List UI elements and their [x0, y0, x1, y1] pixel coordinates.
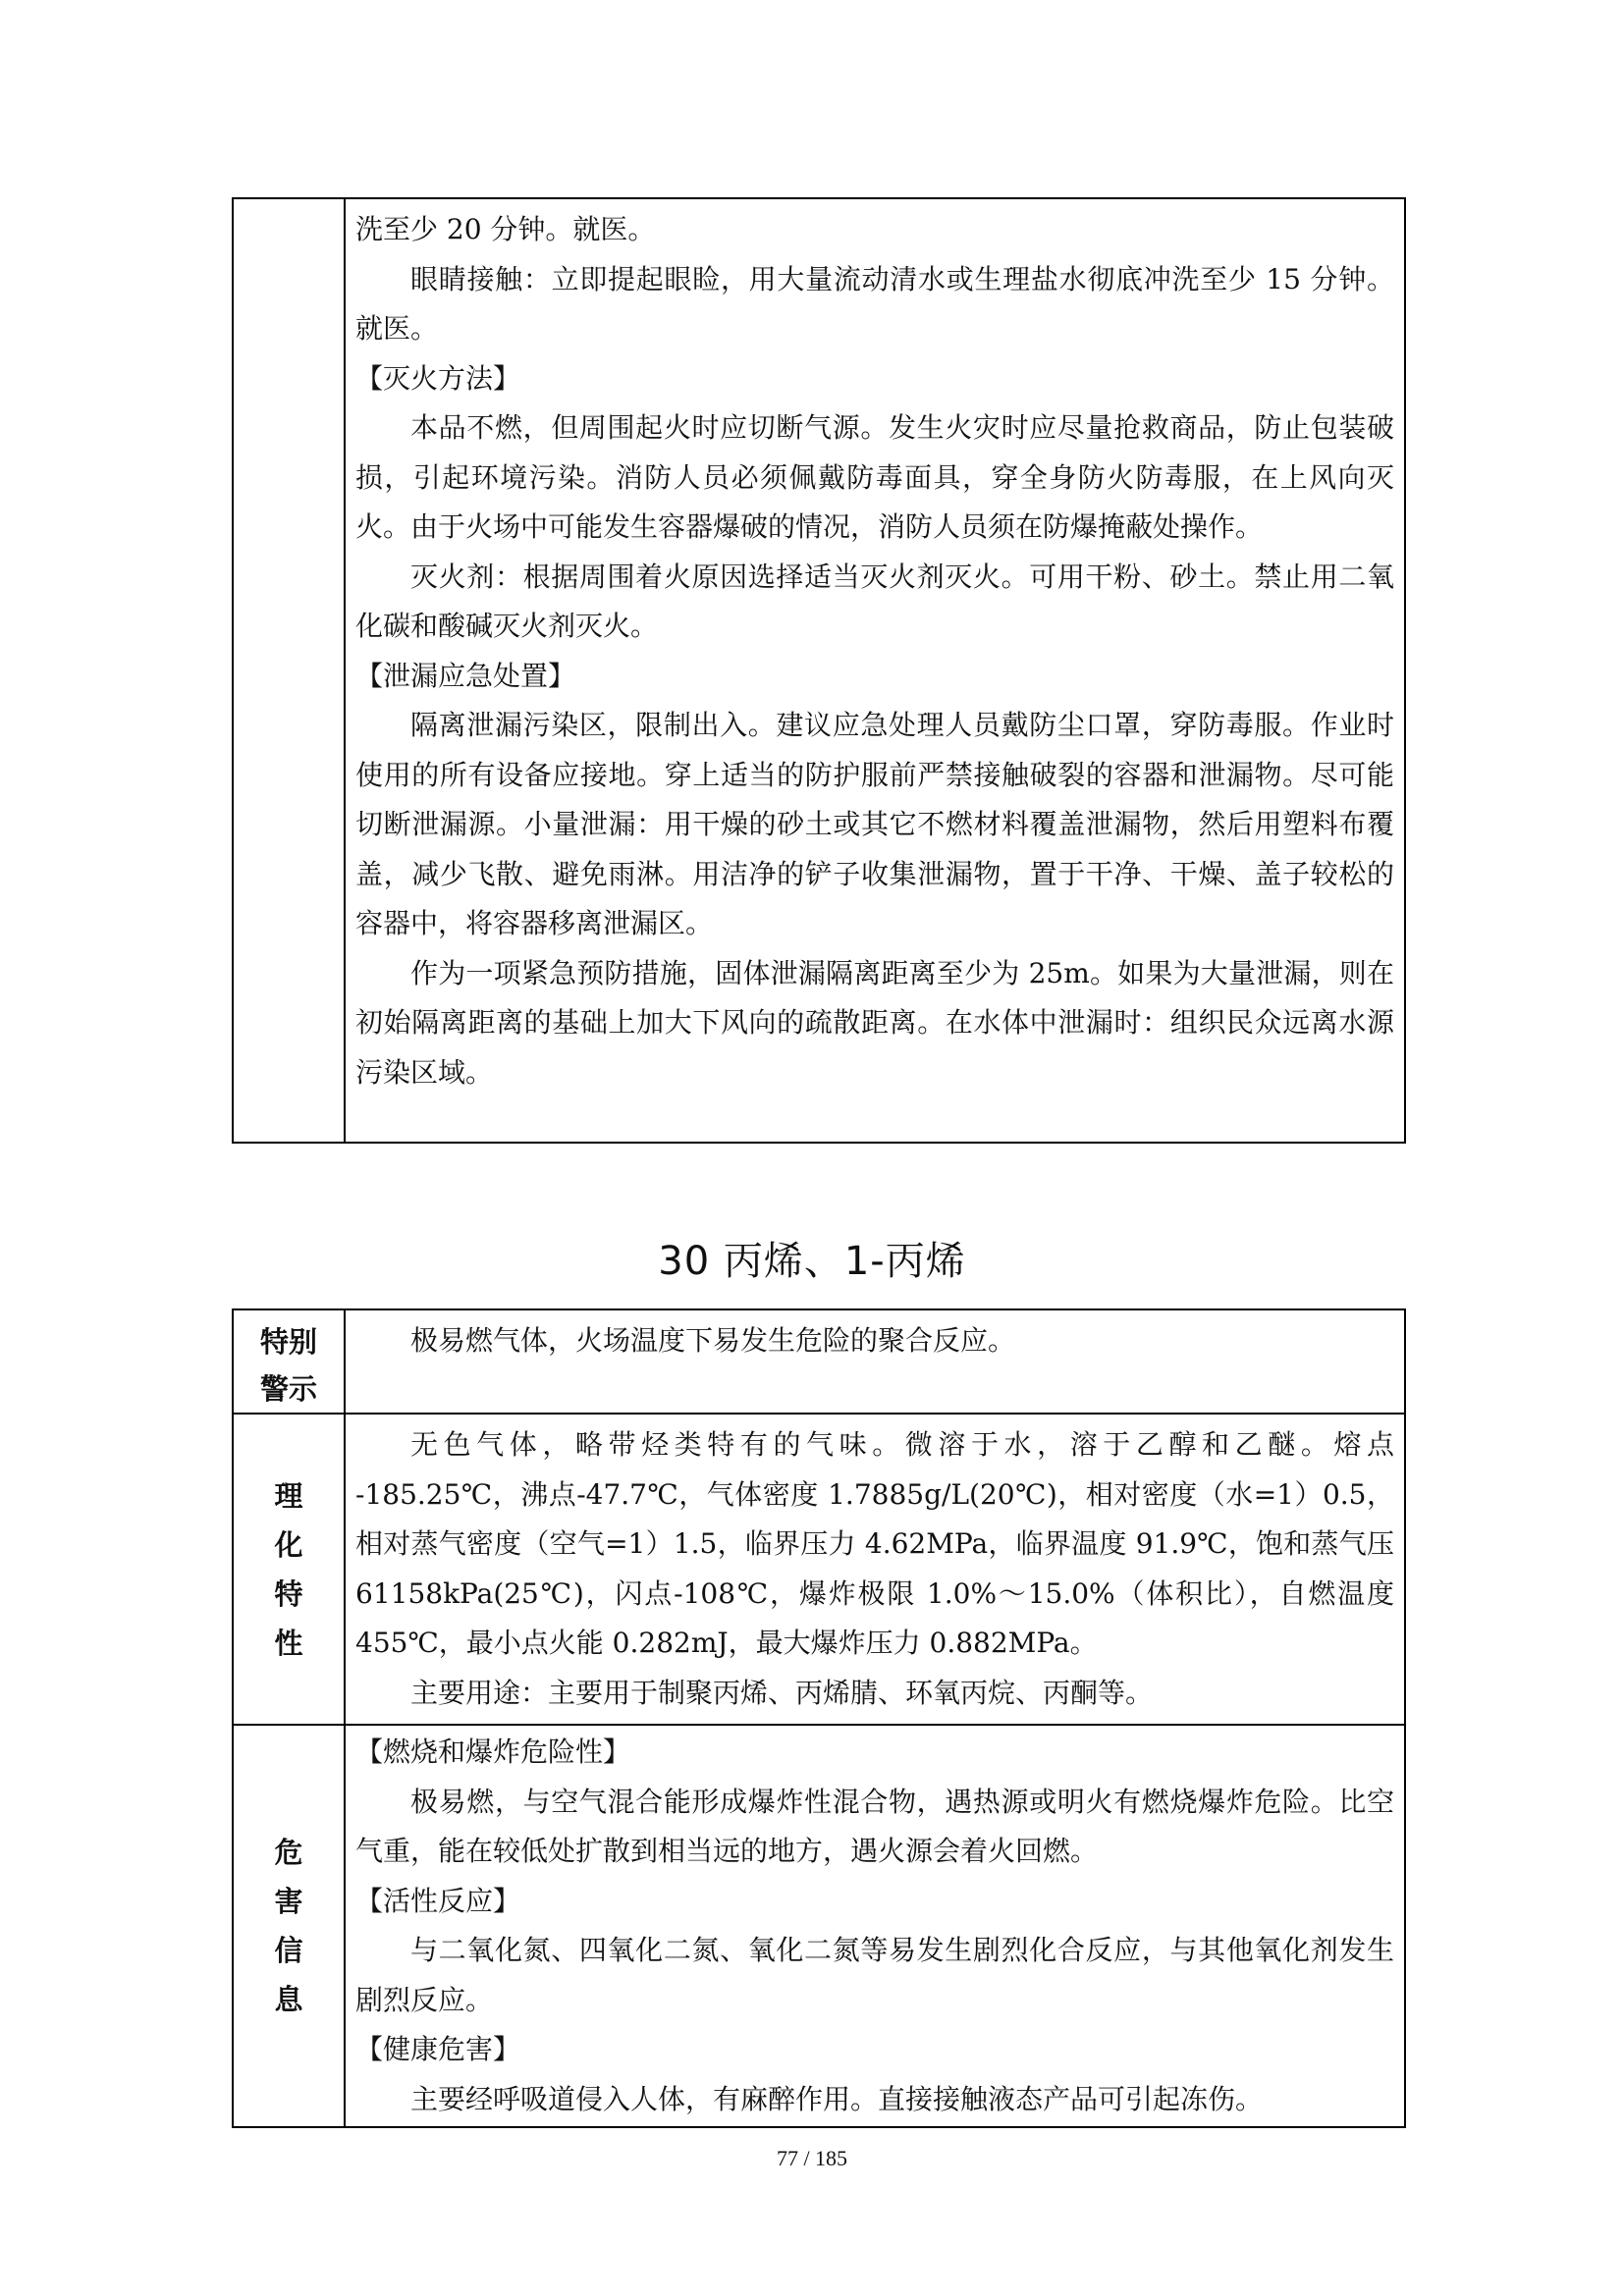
- continued-content-cell: [345, 198, 1405, 1143]
- para-wash-tail: 洗至少 20 分钟。就医。: [355, 213, 656, 245]
- content-special-warning: [345, 1309, 1405, 1414]
- content-properties: [345, 1414, 1405, 1725]
- heading-spill-response: 【泄漏应急处置】: [355, 659, 576, 692]
- heading-combustion-hazard: 【燃烧和爆炸危险性】: [355, 1735, 631, 1768]
- content-hazard: [345, 1725, 1405, 2127]
- text-reactivity: 与二氧化氮、四氧化二氮、氧化二氮等易发生剧烈化合反应，与其他氧化剂发生剧烈反应。: [355, 1934, 1394, 2016]
- label-special-warning-line1: 特别: [259, 1325, 317, 1359]
- continued-table: [232, 197, 1406, 1144]
- heading-reactivity: 【活性反应】: [355, 1884, 521, 1917]
- para-spill-response: 隔离泄漏污染区，限制出入。建议应急处理人员戴防尘口罩，穿防毒服。作业时使用的所有设备应接地。穿上适当的防护服前严禁接触破裂的容器和泄漏物。尽可能切断泄漏源。小量泄漏：用干燥的砂土或其它不燃材料覆盖泄漏物，然后用塑料布覆盖，减少飞散、避免雨淋。用洁净的铲子收集泄漏物，置于干净、干燥、盖子较松的容器中，将容器移离泄漏区。: [355, 709, 1394, 939]
- text-combustion-hazard: 极易燃，与空气混合能形成爆炸性混合物，遇热源或明火有燃烧爆炸危险。比空气重，能在较低处扩散到相当远的地方，遇火源会着火回燃。: [355, 1785, 1394, 1867]
- para-fire-fighting: 本品不燃，但周围起火时应切断气源。发生火灾时应尽量抢救商品，防止包装破损，引起环境污染。消防人员必须佩戴防毒面具，穿全身防火防毒服，在上风向灭火。由于火场中可能发生容器爆破的情况，消防人员须在防爆掩蔽处操作。: [355, 411, 1394, 543]
- row-hazard: [233, 1725, 1405, 2127]
- section-title: 30 丙烯、1-丙烯: [658, 1239, 966, 1284]
- label-special-warning: [233, 1309, 345, 1414]
- label-special-warning-line2: 警示: [259, 1372, 317, 1406]
- text-health-hazard: 主要经呼吸道侵入人体，有麻醉作用。直接接触液态产品可引起冻伤。: [410, 2082, 1264, 2115]
- heading-health-hazard: 【健康危害】: [355, 2033, 521, 2065]
- label-properties: [233, 1414, 345, 1725]
- text-main-uses: 主要用途：主要用于制聚丙烯、丙烯腈、环氧丙烷、丙酮等。: [410, 1676, 1154, 1709]
- continued-label-cell: [233, 198, 345, 1143]
- label-properties-char-1: 理: [274, 1478, 303, 1513]
- label-properties-char-2: 化: [274, 1527, 303, 1562]
- para-extinguishing-agent: 灭火剂：根据周围着火原因选择适当灭火剂灭火。可用干粉、砂土。禁止用二氧化碳和酸碱灭火剂灭火。: [355, 560, 1394, 642]
- label-properties-char-3: 特: [274, 1576, 303, 1611]
- label-hazard-char-3: 信: [274, 1934, 303, 1967]
- label-hazard-char-1: 危: [274, 1836, 303, 1869]
- label-hazard: [233, 1725, 345, 2127]
- heading-fire-fighting: 【灭火方法】: [355, 361, 521, 395]
- label-properties-char-4: 性: [274, 1626, 303, 1660]
- row-special-warning: [233, 1309, 1405, 1414]
- para-isolation-distance: 作为一项紧急预防措施，固体泄漏隔离距离至少为 25m。如果为大量泄漏，则在初始隔离距离的基础上加大下风向的疏散距离。在水体中泄漏时：组织民众远离水源污染区域。: [355, 956, 1394, 1089]
- row-properties: [233, 1414, 1405, 1725]
- page-number: 77 / 185: [776, 2146, 848, 2170]
- label-hazard-char-2: 害: [274, 1885, 303, 1918]
- para-eye-contact: 眼睛接触：立即提起眼睑，用大量流动清水或生理盐水彻底冲洗至少 15 分钟。就医。: [355, 262, 1394, 345]
- label-hazard-char-4: 息: [274, 1983, 303, 2016]
- text-special-warning: 极易燃气体，火场温度下易发生危险的聚合反应。: [410, 1324, 1016, 1357]
- continued-content: [346, 199, 1404, 1103]
- continued-row: [233, 198, 1405, 1143]
- substance-table: [232, 1308, 1406, 2128]
- text-physical-properties: 无色气体，略带烃类特有的气味。微溶于水，溶于乙醇和乙醚。熔点 -185.25℃，沸点-47.7℃，气体密度 1.7885g/L(20℃)，相对密度（水=1）0.5，相对蒸气密度（空气=1）1.5，临界压力 4.62MPa，临界温度 91.9℃，饱和蒸气压 61158kPa(25℃)，闪点-108℃，爆炸极限 1.0%～15.0%（体积比），自燃温度 455℃，最小点火能 0.282mJ，最大爆炸压力 0.882MPa。: [355, 1428, 1394, 1659]
